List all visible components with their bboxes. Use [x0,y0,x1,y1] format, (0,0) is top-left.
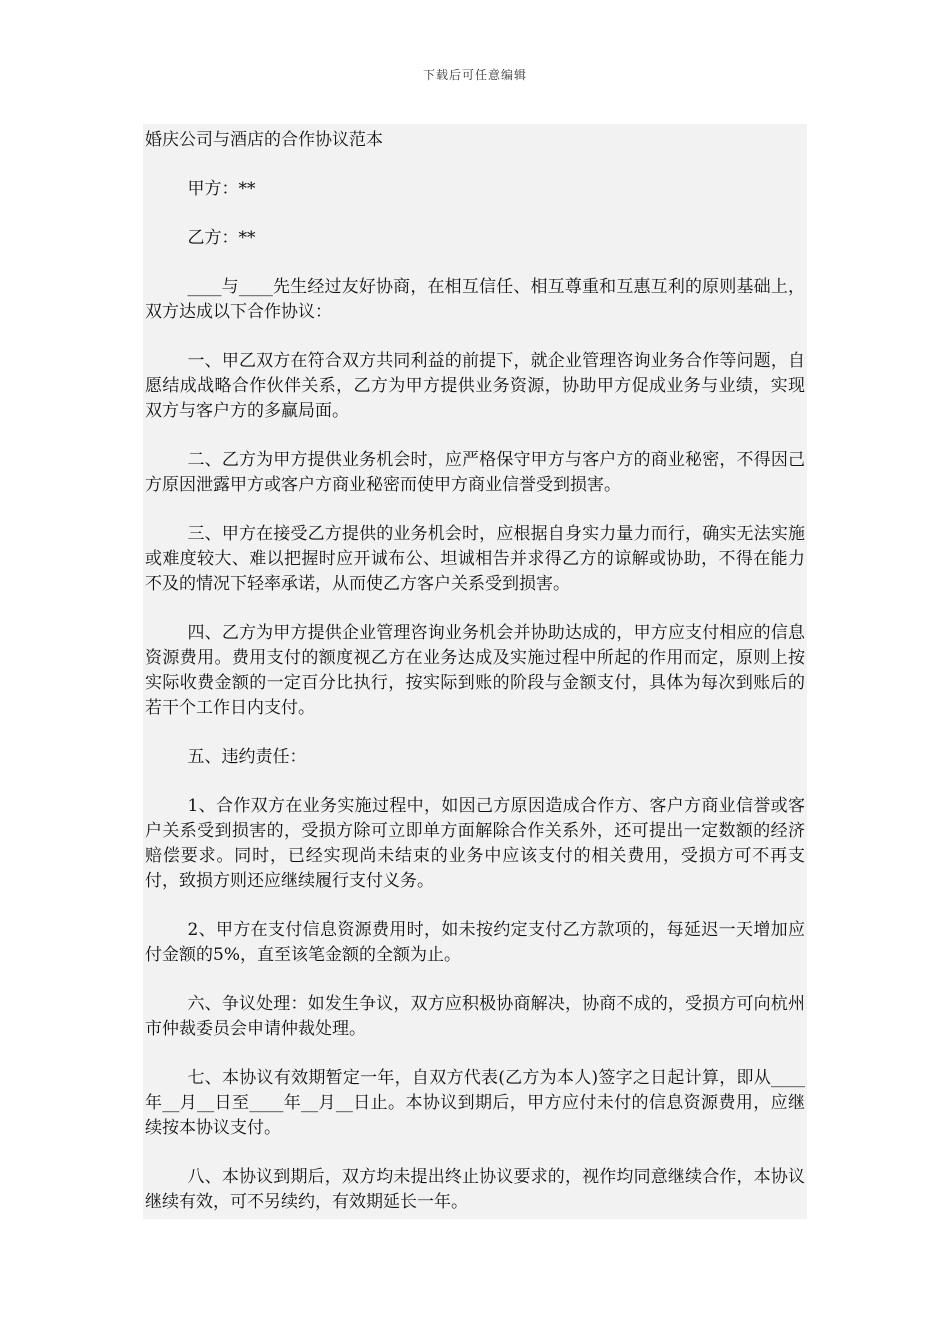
clause-3: 三、甲方在接受乙方提供的业务机会时，应根据自身实力量力而行，确实无法实施或难度较大、难以把握时应开诚布公、坦诚相告并求得乙方的谅解或协助，不得在能力不及的情况下轻率承诺，从而使乙方客户关系受到损害。 [145,524,805,594]
document-title: 婚庆公司与酒店的合作协议范本 [145,130,383,150]
page-header-note: 下载后可任意编辑 [422,68,527,82]
clause-6: 六、争议处理：如发生争议，双方应积极协商解决，协商不成的，受损方可向杭州市仲裁委员会申请仲裁处理。 [145,994,805,1039]
clause-5-1: 1、合作双方在业务实施过程中，如因己方原因造成合作方、客户方商业信誉或客户关系受到损害的，受损方除可立即单方面解除合作关系外，还可提出一定数额的经济赔偿要求。同时，已经实现尚未结束的业务中应该支付的相关费用，受损方可不再支付，致损方则还应继续履行支付义务。 [145,796,805,891]
clause-5-2: 2、甲方在支付信息资源费用时，如未按约定支付乙方款项的，每延迟一天增加应付金额的5%，直至该笔金额的全额为止。 [145,920,805,965]
clause-4: 四、乙方为甲方提供企业管理咨询业务机会并协助达成的，甲方应支付相应的信息资源费用。费用支付的额度视乙方在业务达成及实施过程中所起的作用而定，原则上按实际收费金额的一定百分比执行，按实际到账的阶段与金额支付，具体为每次到账后的若干个工作日内支付。 [145,623,805,718]
clause-8: 八、本协议到期后，双方均未提出终止协议要求的，视作均同意继续合作，本协议继续有效，可不另续约，有效期延长一年。 [145,1167,805,1212]
party-a: 甲方：** [187,179,256,199]
clause-1: 一、甲乙双方在符合双方共同利益的前提下，就企业管理咨询业务合作等问题，自愿结成战略合作伙伴关系，乙方为甲方提供业务资源，协助甲方促成业务与业绩，实现双方与客户方的多赢局面。 [145,351,805,421]
document-body [143,124,807,1219]
clause-2: 二、乙方为甲方提供业务机会时，应严格保守甲方与客户方的商业秘密，不得因己方原因泄露甲方或客户方商业秘密而使甲方商业信誉受到损害。 [145,450,805,495]
clause-5: 五、违约责任： [187,747,307,767]
intro-paragraph: ____与____先生经过友好协商，在相互信任、相互尊重和互惠互利的原则基础上，双方达成以下合作协议： [145,277,805,322]
party-b: 乙方：** [187,228,256,248]
clause-7: 七、本协议有效期暂定一年，自双方代表(乙方为本人)签字之日起计算，即从____年__月__日至____年__月__日止。本协议到期后，甲方应付未付的信息资源费用，应继续按本协议支付。 [145,1068,805,1138]
